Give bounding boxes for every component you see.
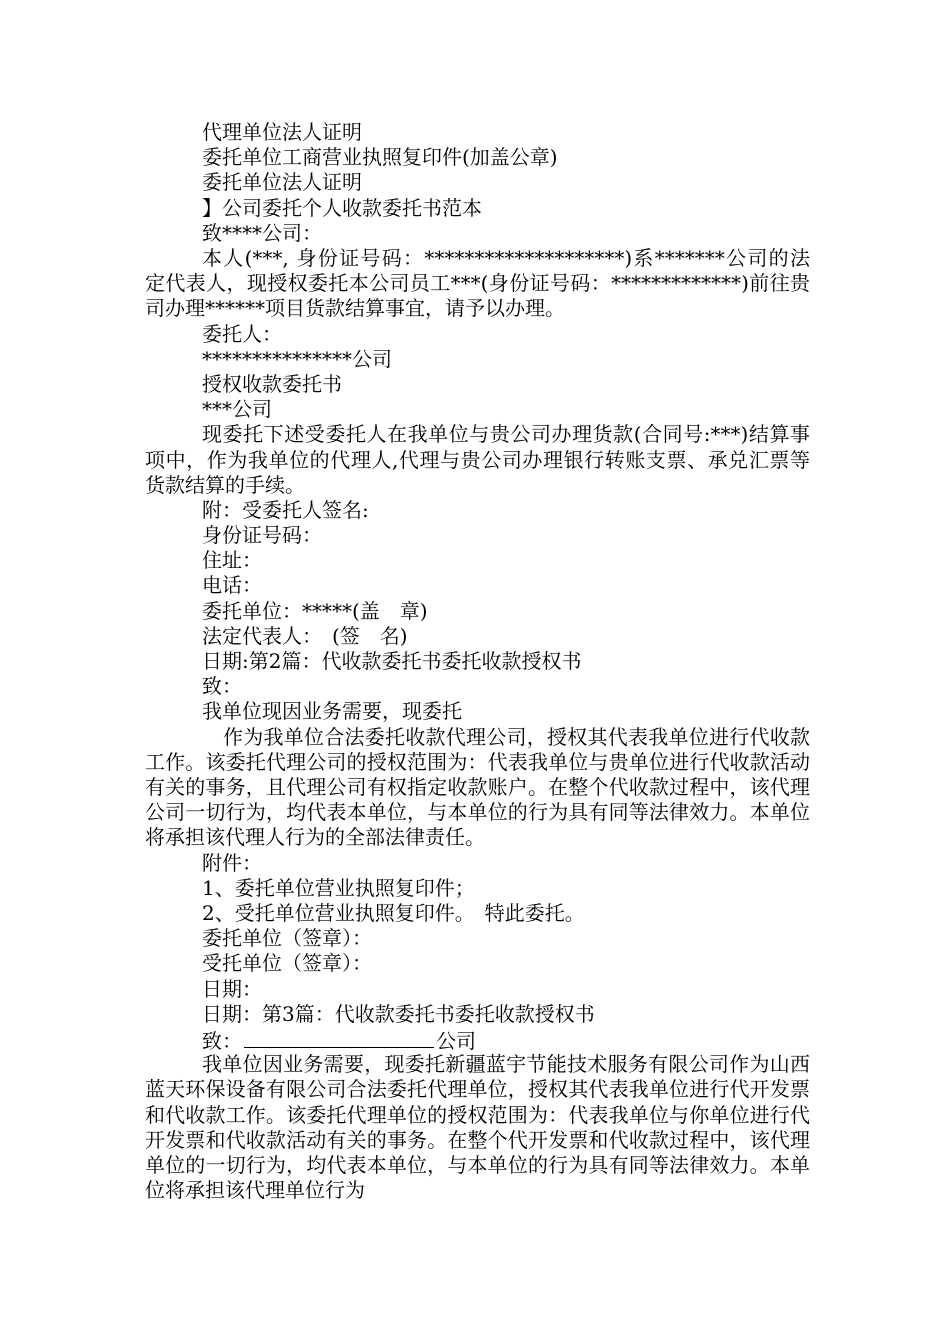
text-line: 委托单位法人证明 [202,170,362,195]
text-line: 2、受托单位营业执照复印件。 特此委托。 [202,900,585,925]
text-line: 委托人： [202,321,282,346]
addressee-line [145,1027,810,1052]
document-body [145,120,810,1203]
paragraph: 作为我单位合法委托收款代理公司，授权其代表我单位进行代收款工作。该委托代理公司的授权范围为：代表我单位与贵单位进行代收款活动有关的事务，且代理公司有权指定收款账户。在整个代收款过程中，该代理公司一切行为，均代表本单位，与本单位的行为具有同等法律效力。本单位将承担该代理人行为的全部法律责任。 [145,724,810,850]
text-line: 附：受委托人签名: [202,497,369,522]
paragraph: 我单位因业务需要，现委托新疆蓝宇节能技术服务有限公司作为山西蓝天环保设备有限公司合法委托代理单位，授权其代表我单位进行代开发票和代收款工作。该委托代理单位的授权范围为：代表我单位与你单位进行代开发票和代收款活动有关的事务。在整个代开发票和代收款过程中，该代理单位的一切行为，均代表本单位，与本单位的行为具有同等法律效力。本单位将承担该代理单位行为 [145,1052,810,1203]
text-line: 】公司委托个人收款委托书范本 [202,195,482,220]
text-line: 代理单位法人证明 [202,120,362,144]
text-line: 日期:第2篇：代收款委托书委托收款授权书 [202,649,582,674]
text-line: 电话： [202,573,262,598]
text-line: 授权收款委托书 [202,371,342,396]
text-line: 委托单位：*****(盖 章) [202,598,428,623]
text-line: 日期：第3篇：代收款委托书委托收款授权书 [202,1001,595,1026]
text-line: 我单位现因业务需要，现委托 [202,699,462,724]
text-line: 身份证号码： [202,523,322,548]
text-line: 受托单位（签章）： [202,951,372,976]
text-line: 日期： [202,976,262,1001]
text-line: 致****公司： [202,220,322,245]
addressee-prefix: 致： [202,1028,242,1053]
addressee-suffix: 公司 [436,1028,476,1053]
text-line: 法定代表人： (签 名) [202,623,408,648]
paragraph: 本人(***, 身份证号码：********************)系*******公司的法定代表人，现授权委托本公司员工***(身份证号码：*************)前往贵司办理******项目货款结算事宜，请予以办理。 [145,245,810,321]
text-line: 委托单位（签章）： [202,926,372,951]
text-line: 致： [202,674,242,699]
text-line: 委托单位工商营业执照复印件(加盖公章) [202,145,558,170]
text-line: 1、委托单位营业执照复印件； [202,875,475,900]
text-line: 附件： [202,850,262,875]
text-line: ***公司 [202,397,272,422]
blank-underline [244,1027,434,1048]
paragraph: 现委托下述受委托人在我单位与贵公司办理货款(合同号:***)结算事项中，作为我单位的代理人,代理与贵公司办理银行转账支票、承兑汇票等货款结算的手续。 [145,422,810,497]
text-line: 住址： [202,548,262,573]
text-line: ***************公司 [202,346,392,371]
